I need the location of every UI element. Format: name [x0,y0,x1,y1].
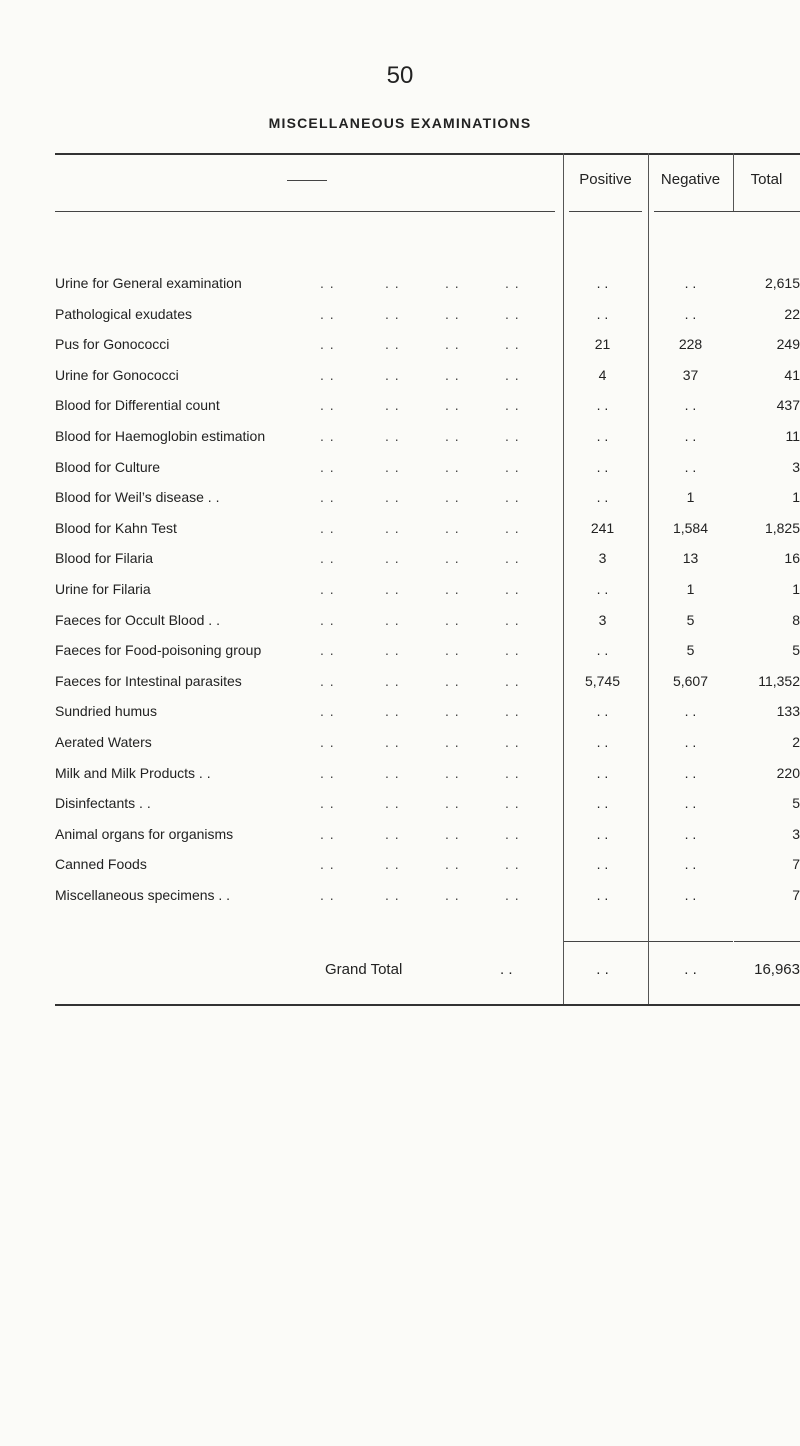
dot-leader: . . [445,825,460,842]
cell-negative: . . [684,458,697,475]
dot-leader: . . [445,275,460,291]
table-row [55,581,800,611]
dot-leader: . . [385,642,400,659]
dot-leader: . . [445,703,460,720]
cell-total: 437 [776,397,800,414]
dot-leader: . . [320,275,335,291]
dot-leader: . . [505,519,520,536]
cell-total: 3 [792,825,800,842]
table-row [55,336,800,366]
header-rule [569,211,642,212]
grand-total-negative: . . [684,961,697,978]
dot-leader: . . [505,336,520,353]
dot-leader: . . [505,672,520,689]
dot-leader: . . [320,764,335,781]
cell-total: 1,825 [764,519,800,536]
row-label: Faeces for Intestinal parasites [55,672,242,689]
cell-positive: 3 [598,550,607,567]
stub-header-dash [287,180,327,181]
cell-total: 7 [792,887,800,903]
dot-leader: . . [445,672,460,689]
cell-total: 7 [792,856,800,873]
cell-total: 2 [792,734,800,750]
grand-total-row [55,961,800,991]
dot-leader: . . [505,305,520,322]
cell-negative: 5 [686,611,695,628]
dot-leader: . . [445,734,460,750]
cell-total: 22 [784,305,800,322]
table-row [55,612,800,642]
cell-total: 5 [792,642,800,659]
dot-leader: . . [320,856,335,873]
dot-leader: . . [320,550,335,567]
dot-leader: . . [320,336,335,353]
header-rule [55,211,555,212]
dot-leader: . . [505,856,520,873]
row-label: Faeces for Occult Blood . . [55,611,220,628]
cell-total: 41 [784,366,800,383]
cell-negative: . . [684,856,697,873]
cell-negative: 1,584 [672,519,709,536]
cell-total: 1 [792,581,800,597]
cell-positive: . . [596,825,609,842]
dot-leader: . . [320,428,335,444]
cell-positive: . . [596,642,609,659]
cell-negative: . . [684,795,697,812]
dot-leader: . . [320,703,335,720]
cell-positive: 241 [590,519,615,536]
table-row [55,765,800,795]
row-label: Urine for Gonococci [55,366,179,383]
dot-leader: . . [385,550,400,567]
table-row [55,550,800,580]
cell-positive: . . [596,703,609,720]
table-row [55,856,800,886]
row-label: Animal organs for organisms [55,825,234,842]
cell-negative: 1 [686,489,695,506]
cell-positive: . . [596,887,609,903]
cell-negative: . . [684,428,697,444]
dot-leader: . . [505,428,520,444]
dot-leader: . . [320,642,335,659]
cell-positive: . . [596,305,609,322]
dot-leader: . . [505,611,520,628]
page-number: 50 [386,62,414,89]
cell-positive: 4 [598,366,607,383]
dot-leader: . . [445,581,460,597]
cell-positive: . . [596,581,609,597]
grand-total-positive: . . [596,961,609,978]
dot-leader: . . [385,611,400,628]
dot-leader: . . [320,611,335,628]
table-row [55,826,800,856]
dot-leader: . . [505,887,520,903]
cell-negative: 5,607 [672,672,709,689]
dot-leader: . . [445,642,460,659]
cell-positive: . . [596,856,609,873]
cell-total: 8 [792,611,800,628]
dot-leader: . . [505,734,520,750]
table-row [55,887,800,917]
examinations-table [55,153,800,1033]
dot-leader: . . [385,458,400,475]
table-row [55,397,800,427]
cell-total: 220 [776,764,800,781]
dot-leader: . . [385,672,400,689]
dot-leader: . . [320,795,335,812]
row-label: Aerated Waters [55,734,152,750]
cell-total: 1 [792,489,800,506]
dot-leader: . . [445,887,460,903]
table-bottom-rule [55,1004,800,1006]
dot-leader: . . [445,305,460,322]
dot-leader: . . [320,887,335,903]
table-row [55,428,800,458]
header-rule [707,211,800,212]
cell-positive: . . [596,734,609,750]
row-label: Milk and Milk Products . . [55,764,211,781]
dot-leader: . . [505,489,520,506]
cell-positive: 5,745 [584,672,621,689]
row-label: Pus for Gonococci [55,336,170,353]
row-label: Faeces for Food-poisoning group [55,642,262,659]
grand-total-rule [564,941,648,942]
dot-leader: . . [445,795,460,812]
dot-leader: . . [500,961,513,978]
header-total: Total [750,171,783,188]
dot-leader: . . [445,611,460,628]
cell-negative: . . [684,734,697,750]
dot-leader: . . [505,642,520,659]
table-row [55,703,800,733]
cell-positive: . . [596,489,609,506]
row-label: Blood for Haemoglobin estimation [55,428,266,444]
dot-leader: . . [385,887,400,903]
table-top-rule [55,153,800,155]
dot-leader: . . [385,519,400,536]
cell-total: 5 [792,795,800,812]
row-label: Canned Foods [55,856,147,873]
cell-total: 11 [785,428,800,444]
cell-negative: 5 [686,642,695,659]
cell-positive: . . [596,795,609,812]
grand-total-rule [649,941,733,942]
cell-negative: . . [684,887,697,903]
row-label: Pathological exudates [55,305,192,322]
row-label: Blood for Culture [55,458,161,475]
dot-leader: . . [445,519,460,536]
dot-leader: . . [385,734,400,750]
row-label: Sundried humus [55,703,157,720]
dot-leader: . . [505,458,520,475]
table-row [55,367,800,397]
header-negative: Negative [660,171,721,188]
cell-negative: 37 [682,366,699,383]
table-row [55,673,800,703]
dot-leader: . . [385,856,400,873]
table-row [55,642,800,672]
dot-leader: . . [385,366,400,383]
row-label: Blood for Weil’s disease . . [55,489,220,506]
dot-leader: . . [385,305,400,322]
cell-negative: . . [684,275,697,291]
cell-negative: . . [684,305,697,322]
table-row [55,520,800,550]
page-title: MISCELLANEOUS EXAMINATIONS [268,115,532,131]
table-row [55,489,800,519]
grand-total-rule [734,941,800,942]
cell-positive: 3 [598,611,607,628]
row-label: Miscellaneous specimens . . [55,887,231,903]
table-row [55,275,800,305]
dot-leader: . . [385,428,400,444]
dot-leader: . . [320,458,335,475]
dot-leader: . . [445,336,460,353]
table-row [55,734,800,764]
grand-total-value: 16,963 [754,961,800,978]
cell-negative: 1 [686,581,695,597]
dot-leader: . . [445,550,460,567]
dot-leader: . . [320,305,335,322]
cell-positive: 21 [594,336,611,353]
row-label: Urine for General examination [55,275,242,291]
table-row [55,459,800,489]
dot-leader: . . [385,825,400,842]
dot-leader: . . [445,397,460,414]
dot-leader: . . [505,825,520,842]
dot-leader: . . [385,795,400,812]
cell-total: 133 [776,703,800,720]
dot-leader: . . [505,581,520,597]
dot-leader: . . [385,275,400,291]
cell-total: 2,615 [764,275,800,291]
dot-leader: . . [445,366,460,383]
dot-leader: . . [505,550,520,567]
dot-leader: . . [445,428,460,444]
cell-positive: . . [596,275,609,291]
cell-total: 3 [792,458,800,475]
cell-total: 16 [784,550,800,567]
dot-leader: . . [445,489,460,506]
dot-leader: . . [505,703,520,720]
dot-leader: . . [505,764,520,781]
dot-leader: . . [320,672,335,689]
dot-leader: . . [320,397,335,414]
grand-total-label: Grand Total [325,961,403,978]
dot-leader: . . [320,581,335,597]
cell-positive: . . [596,458,609,475]
cell-negative: 228 [678,336,703,353]
dot-leader: . . [385,581,400,597]
dot-leader: . . [320,825,335,842]
dot-leader: . . [320,489,335,506]
row-label: Blood for Kahn Test [55,519,177,536]
cell-positive: . . [596,397,609,414]
row-label: Blood for Differential count [55,397,220,414]
cell-positive: . . [596,428,609,444]
dot-leader: . . [385,336,400,353]
cell-negative: . . [684,397,697,414]
row-label: Disinfectants . . [55,795,151,812]
dot-leader: . . [385,703,400,720]
dot-leader: . . [320,519,335,536]
cell-negative: . . [684,825,697,842]
dot-leader: . . [385,489,400,506]
cell-negative: 13 [682,550,699,567]
table-row [55,306,800,336]
row-label: Urine for Filaria [55,581,151,597]
cell-total: 11,352 [758,672,800,689]
table-row [55,795,800,825]
cell-negative: . . [684,703,697,720]
dot-leader: . . [445,856,460,873]
dot-leader: . . [505,275,520,291]
cell-total: 249 [776,336,800,353]
dot-leader: . . [320,734,335,750]
dot-leader: . . [385,397,400,414]
dot-leader: . . [505,397,520,414]
dot-leader: . . [445,458,460,475]
dot-leader: . . [385,764,400,781]
dot-leader: . . [320,366,335,383]
dot-leader: . . [445,764,460,781]
dot-leader: . . [505,795,520,812]
cell-negative: . . [684,764,697,781]
dot-leader: . . [505,366,520,383]
cell-positive: . . [596,764,609,781]
row-label: Blood for Filaria [55,550,154,567]
header-positive: Positive [579,171,632,188]
